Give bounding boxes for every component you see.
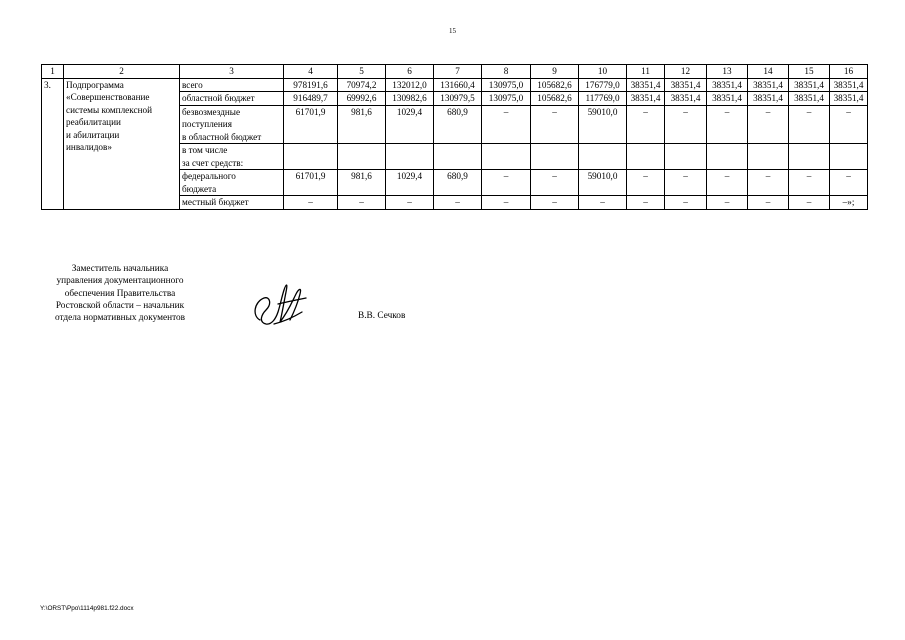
value-cell: 69992,6 xyxy=(338,92,386,106)
value-cell: 61701,9 xyxy=(284,170,338,196)
header-cell: 5 xyxy=(338,65,386,79)
value-cell xyxy=(338,144,386,170)
value-cell xyxy=(284,144,338,170)
value-cell: – xyxy=(434,196,482,210)
value-cell xyxy=(789,144,830,170)
value-cell xyxy=(665,144,707,170)
source-label: в том числе за счет средств: xyxy=(180,144,284,170)
value-cell: – xyxy=(830,170,868,196)
value-cell: 38351,4 xyxy=(665,92,707,106)
value-cell: 981,6 xyxy=(338,105,386,144)
value-cell: – xyxy=(284,196,338,210)
value-cell: – xyxy=(579,196,627,210)
value-cell: 105682,6 xyxy=(531,78,579,92)
value-cell: – xyxy=(789,170,830,196)
value-cell: 38351,4 xyxy=(830,92,868,106)
value-cell: 117769,0 xyxy=(579,92,627,106)
value-cell: 38351,4 xyxy=(707,92,748,106)
value-cell: – xyxy=(386,196,434,210)
value-cell: 59010,0 xyxy=(579,170,627,196)
header-cell: 4 xyxy=(284,65,338,79)
header-cell: 2 xyxy=(64,65,180,79)
header-cell: 1 xyxy=(42,65,64,79)
value-cell: 680,9 xyxy=(434,105,482,144)
value-cell: – xyxy=(482,105,531,144)
value-cell: 680,9 xyxy=(434,170,482,196)
value-cell: 131660,4 xyxy=(434,78,482,92)
value-cell: 70974,2 xyxy=(338,78,386,92)
value-cell: – xyxy=(482,196,531,210)
value-cell: – xyxy=(748,170,789,196)
value-cell: – xyxy=(531,170,579,196)
value-cell: – xyxy=(665,196,707,210)
signer-name: В.В. Сечков xyxy=(358,311,406,321)
value-cell: 38351,4 xyxy=(627,92,665,106)
source-label: местный бюджет xyxy=(180,196,284,210)
value-cell: 1029,4 xyxy=(386,105,434,144)
value-cell: 130982,6 xyxy=(386,92,434,106)
value-cell: – xyxy=(627,170,665,196)
value-cell xyxy=(627,144,665,170)
table-row-total xyxy=(42,78,868,92)
header-cell: 13 xyxy=(707,65,748,79)
value-cell: – xyxy=(748,105,789,144)
handwritten-signature xyxy=(248,272,310,330)
value-cell: 916489,7 xyxy=(284,92,338,106)
value-cell: – xyxy=(707,105,748,144)
value-cell: 130975,0 xyxy=(482,78,531,92)
subprogram-name: Подпрограмма «Совершенствование системы комплексной реабилитации и абилитации инвалидов» xyxy=(64,78,180,209)
header-cell: 9 xyxy=(531,65,579,79)
value-cell: 105682,6 xyxy=(531,92,579,106)
header-cell: 14 xyxy=(748,65,789,79)
value-cell: 61701,9 xyxy=(284,105,338,144)
header-cell: 15 xyxy=(789,65,830,79)
value-cell: 132012,0 xyxy=(386,78,434,92)
value-cell: – xyxy=(665,105,707,144)
row-number: 3. xyxy=(42,78,64,209)
value-cell: 38351,4 xyxy=(627,78,665,92)
value-cell xyxy=(748,144,789,170)
value-cell xyxy=(830,144,868,170)
value-cell xyxy=(482,144,531,170)
header-cell: 12 xyxy=(665,65,707,79)
value-cell: – xyxy=(707,196,748,210)
value-cell: 38351,4 xyxy=(789,92,830,106)
value-cell: 981,6 xyxy=(338,170,386,196)
header-cell: 16 xyxy=(830,65,868,79)
file-path: Y:\ORST\Ppo\1114p981.f22.docx xyxy=(40,605,134,612)
value-cell: – xyxy=(789,196,830,210)
header-cell: 3 xyxy=(180,65,284,79)
value-cell: 38351,4 xyxy=(665,78,707,92)
signer-position: Заместитель начальника управления документационного обеспечения Правительства Ростовской области – начальник отдела нормативных документов xyxy=(54,264,186,324)
value-cell: – xyxy=(830,105,868,144)
header-cell: 7 xyxy=(434,65,482,79)
page-number: 15 xyxy=(449,27,456,35)
value-cell xyxy=(707,144,748,170)
value-cell: – xyxy=(665,170,707,196)
value-cell xyxy=(579,144,627,170)
value-cell: 38351,4 xyxy=(748,92,789,106)
value-cell: 130979,5 xyxy=(434,92,482,106)
value-cell xyxy=(386,144,434,170)
value-cell: – xyxy=(707,170,748,196)
header-cell: 10 xyxy=(579,65,627,79)
value-cell: –»; xyxy=(830,196,868,210)
header-row xyxy=(42,65,868,79)
header-cell: 6 xyxy=(386,65,434,79)
budget-table xyxy=(41,64,868,210)
value-cell: – xyxy=(482,170,531,196)
value-cell: – xyxy=(627,196,665,210)
value-cell: 38351,4 xyxy=(830,78,868,92)
value-cell xyxy=(434,144,482,170)
value-cell: – xyxy=(531,196,579,210)
value-cell: 38351,4 xyxy=(707,78,748,92)
header-cell: 8 xyxy=(482,65,531,79)
value-cell: 59010,0 xyxy=(579,105,627,144)
value-cell: – xyxy=(627,105,665,144)
value-cell: – xyxy=(338,196,386,210)
value-cell: – xyxy=(531,105,579,144)
source-label: областной бюджет xyxy=(180,92,284,106)
header-cell: 11 xyxy=(627,65,665,79)
value-cell: 1029,4 xyxy=(386,170,434,196)
value-cell: 176779,0 xyxy=(579,78,627,92)
value-cell: 38351,4 xyxy=(748,78,789,92)
source-label: федерального бюджета xyxy=(180,170,284,196)
value-cell xyxy=(531,144,579,170)
value-cell: 130975,0 xyxy=(482,92,531,106)
value-cell: – xyxy=(789,105,830,144)
value-cell: 38351,4 xyxy=(789,78,830,92)
source-label: всего xyxy=(180,78,284,92)
value-cell: – xyxy=(748,196,789,210)
value-cell: 978191,6 xyxy=(284,78,338,92)
source-label: безвозмездные поступления в областной бюджет xyxy=(180,105,284,144)
